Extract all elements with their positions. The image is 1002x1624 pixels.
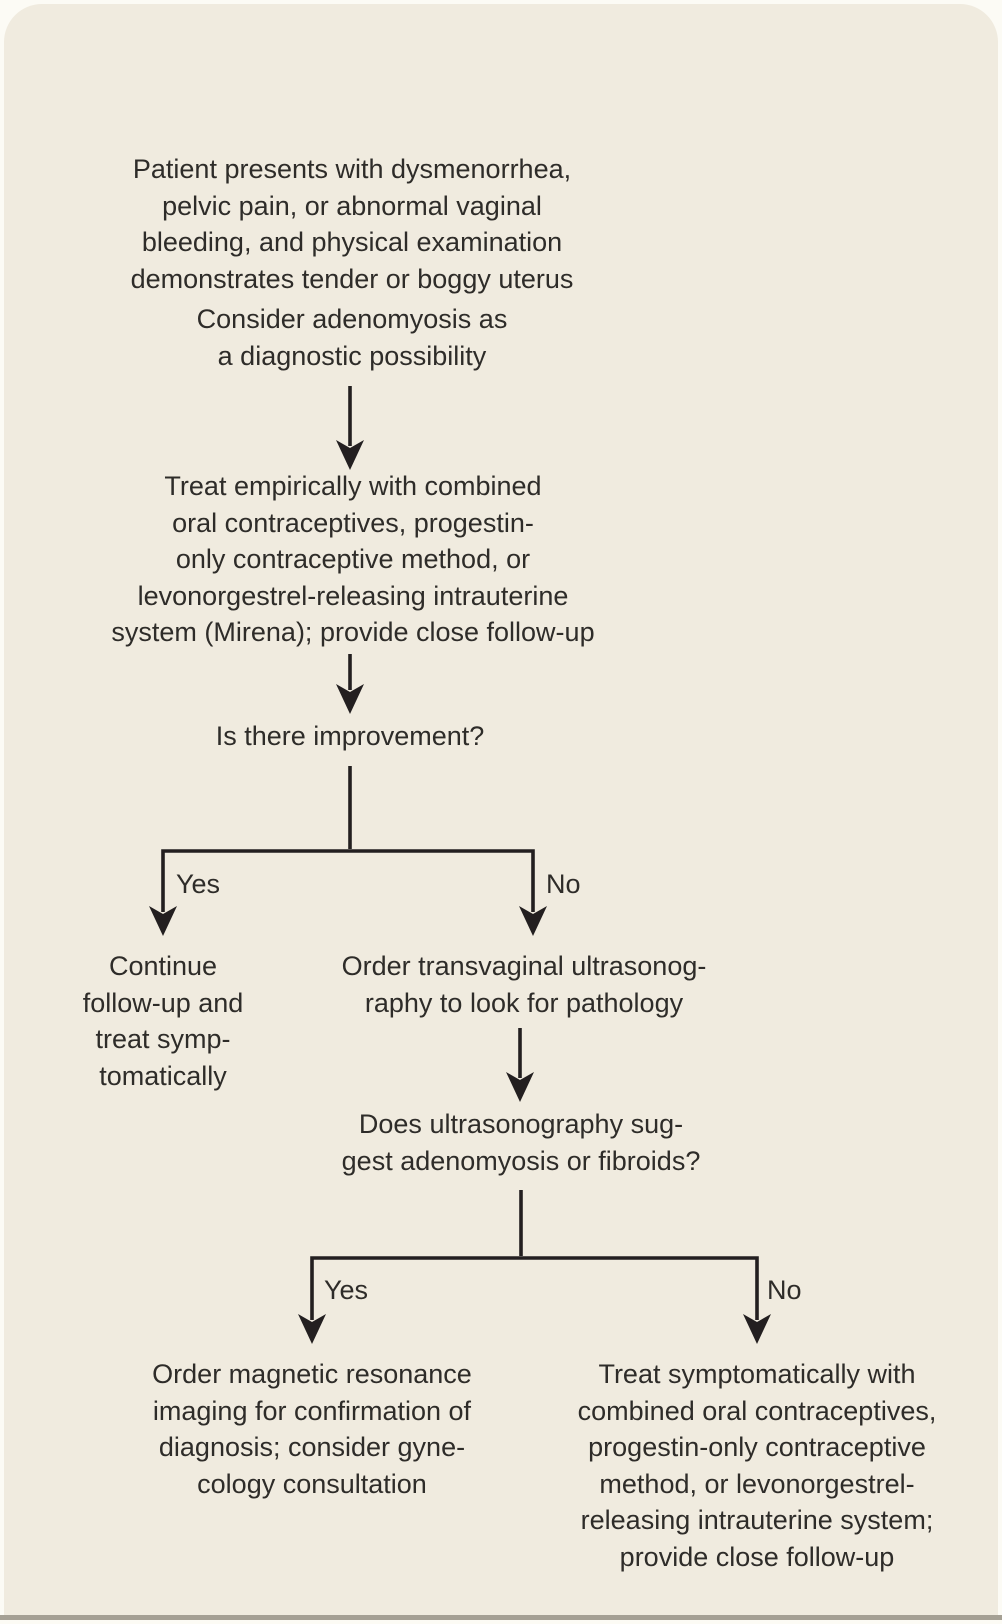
node-line: a diagnostic possibility (217, 340, 487, 371)
node-line: Order transvaginal ultrasonog- (341, 951, 707, 981)
node-line: releasing intrauterine system; (580, 1505, 934, 1535)
arrow-down-icon (336, 684, 364, 714)
node-line: progestin-only contraceptive (588, 1432, 926, 1462)
node-line: Treat empirically with combined (164, 471, 542, 501)
node-line: bleeding, and physical examination (141, 227, 563, 257)
arrow-down-icon (149, 906, 177, 936)
arrow-down-icon (336, 440, 364, 470)
node-line: tomatically (99, 1060, 227, 1091)
node-line: Continue (108, 951, 218, 981)
algorithm-card (4, 4, 998, 1620)
node-line: method, or levonorgestrel- (599, 1468, 915, 1499)
branch1-yes-label: Yes (176, 869, 221, 899)
node-line: Patient presents with dysmenorrhea, (132, 154, 572, 184)
node-line: system (Mirena); provide close follow-up (111, 617, 595, 647)
node-order-mri (152, 1356, 472, 1502)
node-treat-symptomatically (578, 1356, 937, 1575)
node-consider-adenomyosis (197, 301, 508, 374)
branch1-no-label: No (546, 869, 581, 899)
node-ultrasound-question (342, 1106, 701, 1179)
node-line: Does ultrasonography sug- (358, 1109, 684, 1139)
node-treat-empirically (111, 468, 594, 651)
node-line: cology consultation (197, 1468, 427, 1499)
arrow-down-icon (519, 906, 547, 936)
node-line: Is there improvement? (215, 721, 485, 751)
node-line: demonstrates tender or boggy uterus (130, 263, 574, 294)
node-line: only contraceptive method, or (175, 544, 531, 574)
node-continue-followup (83, 948, 244, 1094)
node-line: provide close follow-up (619, 1541, 895, 1572)
node-improvement-question (216, 718, 485, 755)
node-line: raphy to look for pathology (364, 987, 684, 1018)
connector-line (312, 1258, 757, 1320)
node-presentation (131, 151, 574, 297)
node-order-ultrasound (342, 948, 707, 1021)
node-line: gest adenomyosis or fibroids? (341, 1145, 701, 1176)
node-line: oral contraceptives, progestin- (172, 507, 534, 538)
branch2-yes-label: Yes (324, 1275, 369, 1305)
screenshot-bottom-edge (0, 1615, 1002, 1620)
node-line: pelvic pain, or abnormal vaginal (162, 190, 542, 221)
arrow-down-icon (743, 1314, 771, 1344)
node-line: diagnosis; consider gyne- (158, 1432, 466, 1462)
node-line: treat symp- (95, 1024, 231, 1054)
branch2-no-label: No (767, 1275, 802, 1305)
node-line: Consider adenomyosis as (196, 304, 508, 334)
arrow-down-icon (506, 1072, 534, 1102)
node-line: Order magnetic resonance (152, 1359, 472, 1389)
node-line: imaging for confirmation of (152, 1395, 472, 1426)
arrow-down-icon (298, 1314, 326, 1344)
node-line: Treat symptomatically with (598, 1359, 916, 1389)
node-line: levonorgestrel-releasing intrauterine (137, 580, 569, 611)
node-line: follow-up and (82, 987, 244, 1018)
node-line: combined oral contraceptives, (577, 1395, 937, 1426)
